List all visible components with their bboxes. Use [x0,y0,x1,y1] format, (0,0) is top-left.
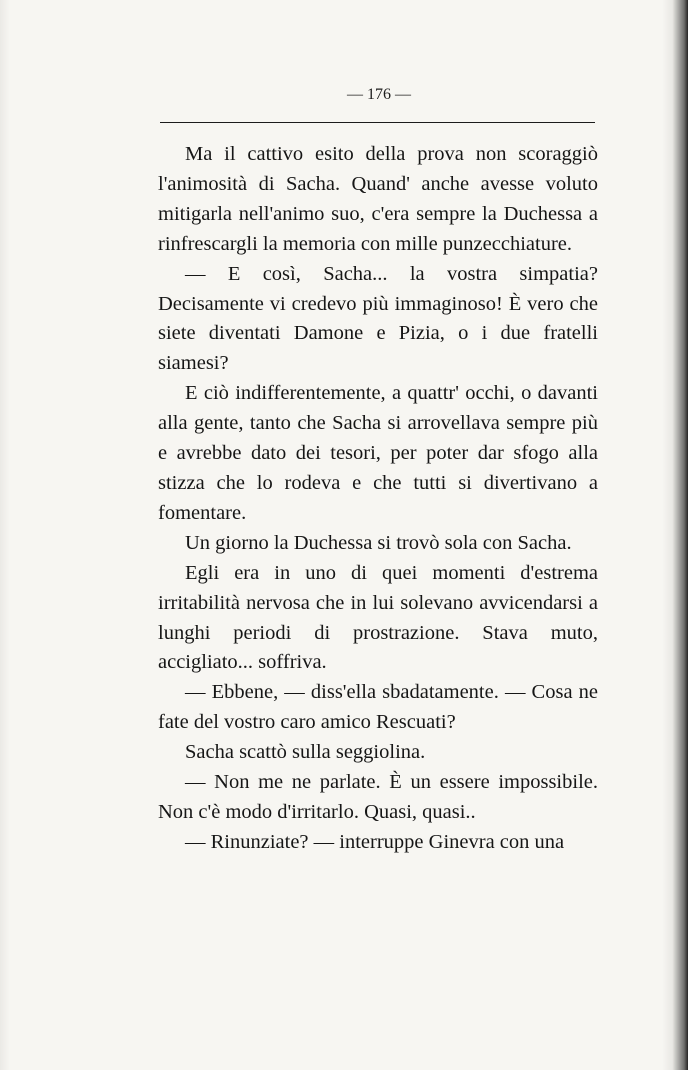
paragraph: E ciò indifferentemente, a quattr' occhi, o davanti alla gente, tanto che Sacha si arrovellava sempre più e avrebbe dato dei tesori, per poter dar sfogo alla stizza che lo rodeva e che tutti si divertivano a fomentare. [158,382,598,524]
page-edge-shadow [662,0,688,1070]
page-number: — 176 — [347,86,411,103]
paragraph: Sacha scattò sulla seggiolina. [185,741,426,764]
page-gutter-shadow [0,0,10,1070]
body-text [158,140,598,858]
paragraph: — E così, Sacha... la vostra simpatia? Decisamente vi credevo più immaginoso! È vero che siete diventati Damone e Pizia, o i due fratelli siamesi? [158,262,598,375]
paragraph: — Rinunziate? — interruppe Ginevra con una [185,830,565,853]
paragraph: Un giorno la Duchessa si trovò sola con Sacha. [185,531,572,554]
paragraph: Ma il cattivo esito della prova non scoraggiò l'animosità di Sacha. Quand' anche avesse voluto mitigarla nell'animo suo, c'era sempre la Duchessa a rinfrescargli la memoria con mille punzecchiature. [158,143,598,255]
paragraph: Egli era in uno di quei momenti d'estrema irritabilità nervosa che in lui solevano avvicendarsi a lunghi periodi di prostrazione. Stava muto, accigliato... soffriva. [158,561,598,674]
paragraph: — Ebbene, — diss'ella sbadatamente. — Cosa ne fate del vostro caro amico Rescuati? [158,681,598,734]
header-rule [160,122,595,123]
paragraph: — Non me ne parlate. È un essere impossibile. Non c'è modo d'irritarlo. Quasi, quasi.. [158,771,598,823]
